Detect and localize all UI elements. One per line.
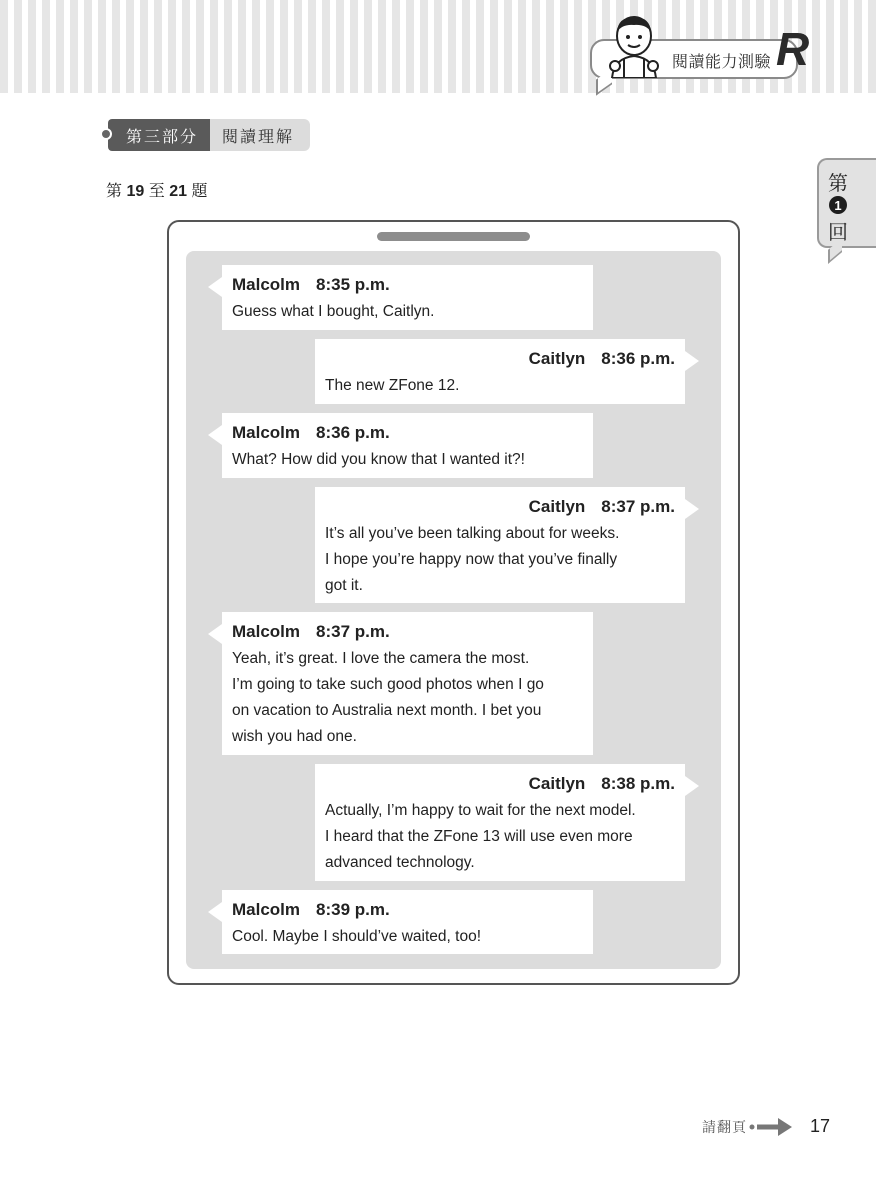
message-time: 8:37 p.m. xyxy=(601,497,675,516)
boy-avatar-icon xyxy=(606,14,662,78)
message-line: I heard that the ZFone 13 will use even more xyxy=(325,828,633,845)
page-number: 17 xyxy=(810,1116,831,1136)
message-sender: Caitlyn xyxy=(528,349,586,368)
message-header xyxy=(232,898,583,922)
message-line: The new ZFone 12. xyxy=(325,377,460,394)
question-range-middle: 至 xyxy=(148,183,165,200)
message-time: 8:35 p.m. xyxy=(316,275,390,294)
message-header xyxy=(232,421,583,445)
section-label xyxy=(108,119,310,151)
message-text xyxy=(325,798,675,876)
message-time: 8:37 p.m. xyxy=(316,622,390,641)
message-text xyxy=(232,646,583,750)
message-line: Guess what I bought, Caitlyn. xyxy=(232,303,435,320)
header-title: 閱讀能力測驗 xyxy=(672,54,772,71)
header-letter: R xyxy=(776,23,810,75)
section-part-name: 閱讀理解 xyxy=(210,119,310,151)
question-range-prefix: 第 xyxy=(106,183,123,200)
message-line: What? How did you know that I wanted it?! xyxy=(232,451,525,468)
message-line: Cool. Maybe I should’ve waited, too! xyxy=(232,928,481,945)
message-text xyxy=(232,299,583,325)
chat-message xyxy=(315,339,685,404)
question-range-from: 19 xyxy=(126,183,145,200)
chat-message xyxy=(315,764,685,881)
phone-speaker xyxy=(377,232,530,241)
message-time: 8:38 p.m. xyxy=(601,774,675,793)
message-sender: Caitlyn xyxy=(528,497,586,516)
chat-message xyxy=(222,890,593,954)
message-sender: Malcolm xyxy=(232,622,301,641)
message-header xyxy=(325,772,675,796)
section-bullet-icon xyxy=(100,128,112,140)
message-line: wish you had one. xyxy=(232,728,357,745)
message-time: 8:36 p.m. xyxy=(601,349,675,368)
message-text xyxy=(232,924,583,950)
round-tab-top: 第 xyxy=(828,173,848,195)
round-tab-bottom: 回 xyxy=(828,222,848,244)
message-header xyxy=(325,347,675,371)
message-header xyxy=(325,495,675,519)
question-range-to: 21 xyxy=(169,183,187,200)
message-line: got it. xyxy=(325,577,363,594)
right-arrow-icon xyxy=(748,1116,796,1138)
message-line: I’m going to take such good photos when I go xyxy=(232,676,544,693)
message-line: on vacation to Australia next month. I bet you xyxy=(232,702,542,719)
message-text xyxy=(232,447,583,473)
chat-message xyxy=(315,487,685,603)
message-header xyxy=(232,273,583,297)
message-line: I hope you’re happy now that you’ve finally xyxy=(325,551,618,568)
message-sender: Caitlyn xyxy=(528,774,586,793)
message-line: It’s all you’ve been talking about for weeks. xyxy=(325,525,620,542)
question-range xyxy=(106,178,207,201)
chat-message xyxy=(222,413,593,478)
chat-message xyxy=(222,265,593,330)
message-line: Yeah, it’s great. I love the camera the most. xyxy=(232,650,530,667)
message-time: 8:36 p.m. xyxy=(316,423,390,442)
message-sender: Malcolm xyxy=(232,423,301,442)
message-text xyxy=(325,373,675,399)
message-sender: Malcolm xyxy=(232,275,301,294)
message-line: advanced technology. xyxy=(325,854,475,871)
next-page-label: 請翻頁 xyxy=(702,1119,747,1135)
message-time: 8:39 p.m. xyxy=(316,900,390,919)
round-tab-number: 1 xyxy=(829,196,847,214)
section-part-label: 第三部分 xyxy=(108,119,210,151)
message-header xyxy=(232,620,583,644)
question-range-suffix: 題 xyxy=(191,183,208,200)
message-sender: Malcolm xyxy=(232,900,301,919)
chat-message xyxy=(222,612,593,755)
message-line: Actually, I’m happy to wait for the next model. xyxy=(325,802,636,819)
message-text xyxy=(325,521,675,599)
